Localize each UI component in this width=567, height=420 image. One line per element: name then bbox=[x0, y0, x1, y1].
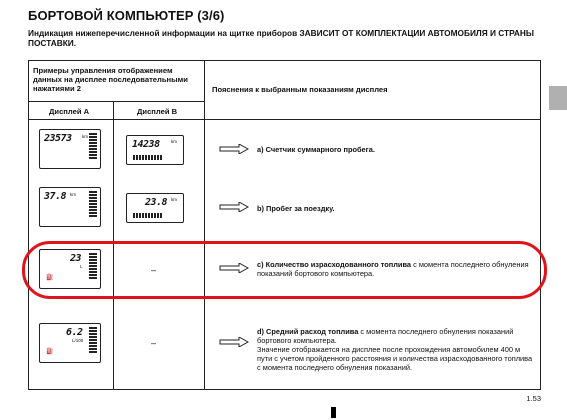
fuel-can-icon: ⛽ bbox=[46, 349, 54, 355]
info-table bbox=[28, 60, 541, 390]
fuel-bar-icon bbox=[133, 213, 162, 218]
display-value: 23573 bbox=[44, 133, 72, 144]
display-value: 23 bbox=[70, 253, 82, 264]
divider-col-explain bbox=[204, 61, 205, 389]
display-unit: km bbox=[171, 139, 177, 144]
row-note: Значение отображается на дисплее после прохождения автомобилем 400 м пути с учетом пройденного расстояния и количества израсходованного топлива с момента последнего обнуления показаний. bbox=[257, 345, 533, 372]
display-value: 6.2 bbox=[66, 327, 83, 338]
intro-text: Индикация нижеперечисленной информации на щитке приборов ЗАВИСИТ ОТ КОМПЛЕКТАЦИИ АВТОМОБИЛЯ И СТРАНЫ ПОСТАВКИ. bbox=[28, 28, 535, 48]
row-b-text bbox=[257, 204, 537, 213]
chapter-tab bbox=[549, 86, 567, 110]
display-b-empty: – bbox=[151, 338, 157, 348]
page-title: БОРТОВОЙ КОМПЬЮТЕР (3/6) bbox=[28, 8, 225, 23]
arrow-right-icon bbox=[219, 144, 249, 154]
display-unit: L/100 bbox=[72, 338, 84, 343]
row-bold-text: Средний расход топлива bbox=[266, 327, 359, 336]
row-text: с момента последнего обнуления показаний бортового компьютера. bbox=[257, 327, 514, 345]
arrow-right-icon bbox=[219, 337, 249, 347]
display-unit: km bbox=[70, 192, 76, 197]
divider-header bbox=[29, 101, 204, 102]
fuel-bar-icon bbox=[133, 155, 162, 160]
page-marker bbox=[331, 407, 336, 418]
row-label: a) bbox=[257, 145, 264, 154]
display-b-trip bbox=[126, 193, 184, 223]
display-unit: km bbox=[171, 197, 177, 202]
fuel-gauge-icon bbox=[89, 191, 97, 219]
row-label: b) bbox=[257, 204, 264, 213]
display-unit: L bbox=[80, 264, 83, 269]
display-value: 23.8 bbox=[145, 197, 168, 208]
display-b-odometer bbox=[126, 135, 184, 165]
row-bold-text: Пробег за поездку. bbox=[266, 204, 335, 213]
display-a-avg-consumption bbox=[39, 323, 101, 363]
display-value: 37.8 bbox=[44, 191, 67, 202]
highlight-oval bbox=[22, 241, 547, 299]
fuel-gauge-icon bbox=[89, 327, 97, 355]
display-unit: km bbox=[82, 134, 88, 139]
header-display-a: Дисплей А bbox=[49, 107, 90, 116]
header-explanations: Пояснения к выбранным показаниям дисплея bbox=[212, 85, 388, 94]
row-bold-text: Количество израсходованного топлива bbox=[265, 260, 412, 269]
display-a-odometer bbox=[39, 129, 101, 169]
header-display-b: Дисплей В bbox=[137, 107, 178, 116]
display-a-trip bbox=[39, 187, 101, 227]
arrow-right-icon bbox=[219, 202, 249, 212]
page-number: 1.53 bbox=[526, 394, 541, 403]
row-bold-text: Счетчик суммарного пробега. bbox=[265, 145, 375, 154]
fuel-can-icon: ⛽ bbox=[46, 275, 54, 281]
fuel-gauge-icon bbox=[89, 133, 97, 161]
row-a-text bbox=[257, 145, 537, 154]
display-b-empty: – bbox=[151, 265, 157, 275]
row-label: d) bbox=[257, 327, 264, 336]
header-examples: Примеры управления отображением данных на дисплее последовательными нажатиями 2 bbox=[33, 66, 188, 93]
row-text: с момента последнего обнуления показаний бортового компьютера. bbox=[257, 260, 529, 278]
row-label: c) bbox=[257, 260, 264, 269]
row-d-text bbox=[257, 327, 537, 372]
divider-subheader bbox=[29, 119, 540, 120]
display-value: 14238 bbox=[132, 139, 160, 150]
